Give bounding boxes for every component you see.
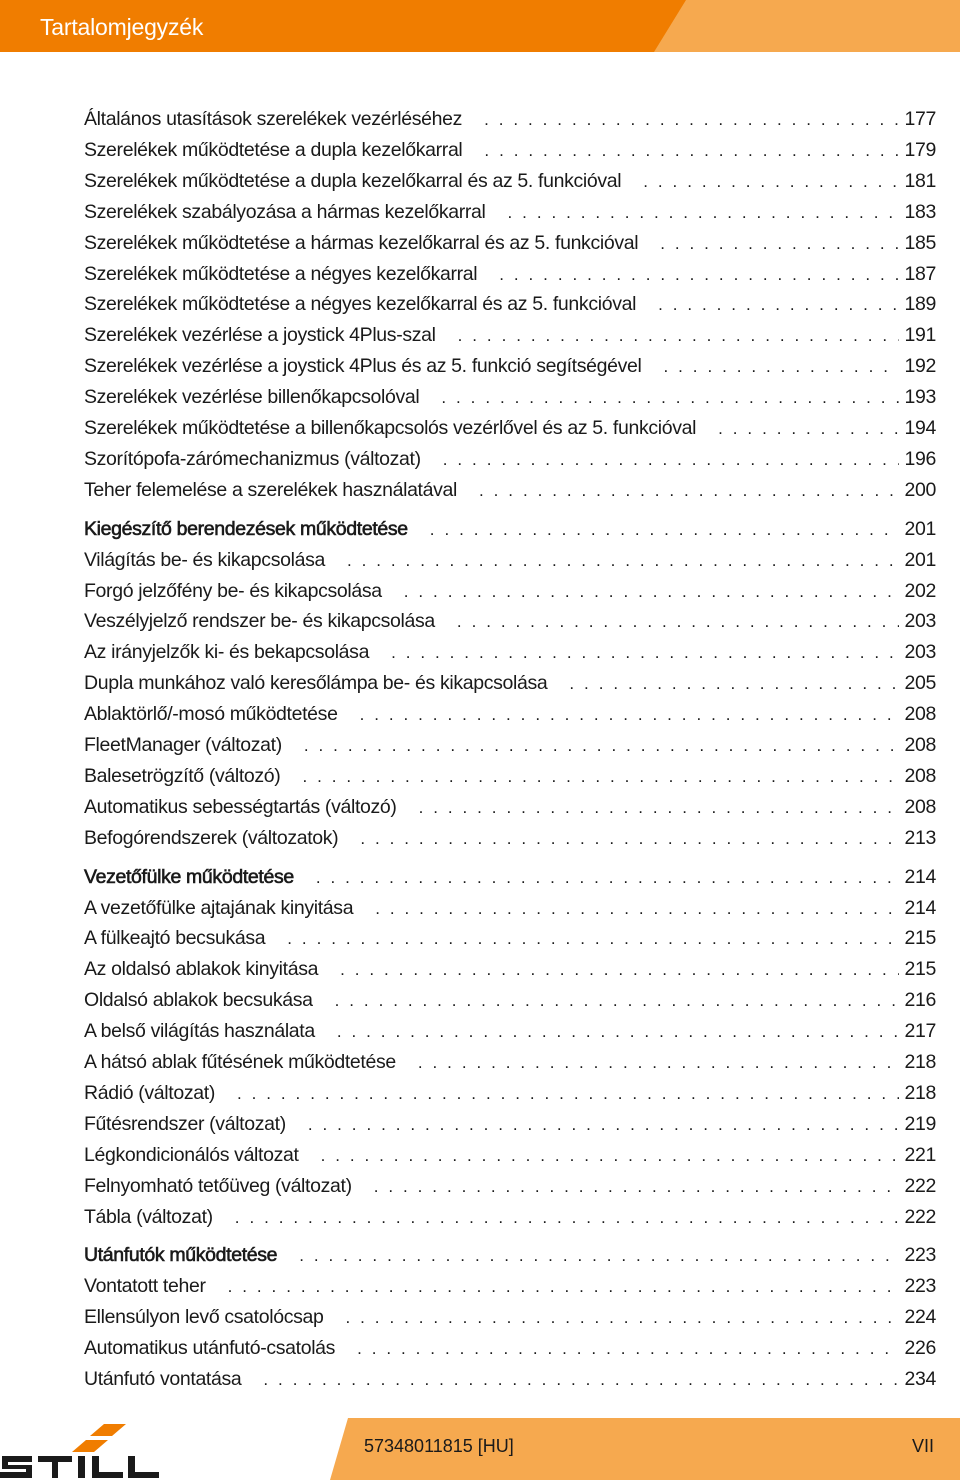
toc-dot-leader (340, 957, 898, 983)
toc-page-number: 208 (904, 764, 936, 787)
toc-entry[interactable] (84, 895, 936, 921)
toc-dot-leader (347, 548, 899, 574)
toc-page-number: 192 (904, 355, 936, 378)
toc-entry[interactable] (84, 1204, 936, 1230)
toc-entry[interactable] (84, 106, 936, 132)
toc-dot-leader (375, 896, 898, 922)
toc-entry[interactable] (84, 987, 936, 1013)
page-number: VII (911, 1436, 934, 1456)
toc-entry-title: Rádió (változat) (84, 1081, 215, 1104)
toc-entry-title: Szerelékek működtetése a dupla kezelőkarral és az 5. funkcióval (84, 169, 622, 192)
toc-entry-title: Oldalsó ablakok becsukása (84, 989, 313, 1012)
toc-dot-leader (304, 733, 899, 759)
toc-entry-title: A vezetőfülke ajtajának kinyitása (84, 896, 354, 919)
toc-entry-title: Utánfutók működtetése (84, 1244, 278, 1267)
toc-dot-leader (458, 323, 899, 349)
toc-dot-leader (346, 1305, 899, 1331)
toc-page-number: 221 (904, 1143, 936, 1166)
toc-entry[interactable] (84, 291, 936, 317)
toc-entry-title: Világítás be- és kikapcsolása (84, 548, 325, 571)
toc-entry-title: Szerelékek működtetése a hármas kezelőkarral és az 5. funkcióval (84, 231, 639, 254)
toc-entry-title: Automatikus utánfutó-csatolás (84, 1337, 336, 1360)
toc-entry[interactable] (84, 230, 936, 256)
toc-entry-title: Balesetrögzítő (változó) (84, 764, 281, 787)
toc-dot-leader (321, 1143, 899, 1169)
toc-entry-title: Szerelékek vezérlése billenőkapcsolóval (84, 386, 420, 409)
toc-dot-leader (287, 926, 898, 952)
toc-dot-leader (484, 138, 898, 164)
toc-entry[interactable] (84, 199, 936, 225)
toc-dot-leader (508, 200, 899, 226)
document-code: 57348011815 [HU] (364, 1436, 514, 1456)
toc-dot-leader (357, 1336, 898, 1362)
toc-dot-leader (302, 764, 898, 790)
toc-page-number: 219 (904, 1112, 936, 1135)
toc-entry-title: Szerelékek működtetése a billenőkapcsolós vezérlővel és az 5. funkcióval (84, 417, 697, 439)
toc-dot-leader (419, 795, 899, 821)
toc-page-number: 185 (904, 231, 936, 254)
toc-entry[interactable] (84, 415, 936, 441)
toc-page-number: 223 (904, 1275, 936, 1298)
toc-entry-title: Ablaktörlő/-mosó működtetése (84, 703, 338, 726)
toc-page-number: 218 (904, 1051, 936, 1073)
toc-page-number: 208 (904, 795, 936, 818)
toc-entry[interactable] (84, 578, 936, 604)
toc-entry[interactable] (84, 608, 936, 634)
toc-entry[interactable] (84, 639, 936, 665)
toc-entry[interactable] (84, 763, 936, 789)
toc-dot-leader (718, 416, 898, 442)
toc-entry[interactable] (84, 1080, 936, 1106)
toc-entry-title: A hátsó ablak fűtésének működtetése (84, 1051, 396, 1073)
toc-page-number: 189 (904, 293, 936, 316)
toc-entry[interactable] (84, 1018, 936, 1044)
toc-page-number: 201 (904, 517, 936, 540)
toc-dot-leader (404, 579, 899, 605)
toc-entry[interactable] (84, 1049, 936, 1075)
toc-entry-title: Szerelékek vezérlése a joystick 4Plus és az 5. funkció segítségével (84, 355, 642, 378)
toc-page-number: 208 (904, 734, 936, 756)
toc-entry[interactable] (84, 477, 936, 503)
toc-entry[interactable] (84, 1111, 936, 1137)
toc-entry-title: A fülkeajtó becsukása (84, 927, 266, 950)
toc-page-number: 203 (904, 641, 936, 664)
toc-page-number: 201 (904, 548, 936, 571)
toc-page-number: 202 (904, 579, 936, 602)
toc-entry[interactable] (84, 446, 936, 472)
toc-dot-leader (658, 292, 898, 318)
toc-dot-leader (237, 1081, 899, 1107)
toc-section-heading[interactable] (84, 864, 936, 890)
toc-dot-leader (484, 107, 898, 133)
toc-entry[interactable] (84, 1142, 936, 1168)
toc-entry-title: A belső világítás használata (84, 1020, 315, 1043)
toc-entry[interactable] (84, 956, 936, 982)
toc-dot-leader (335, 988, 899, 1014)
toc-dot-leader (235, 1205, 899, 1231)
toc-entry-title: Ellensúlyon levő csatolócsap (84, 1306, 324, 1329)
toc-entry[interactable] (84, 547, 936, 573)
still-logo (0, 1422, 180, 1480)
toc-entry[interactable] (84, 137, 936, 163)
toc-page-number: 223 (904, 1244, 936, 1267)
toc-dot-leader (499, 262, 898, 288)
toc-entry-title: Vezetőfülke működtetése (84, 865, 294, 888)
toc-entry-title: Veszélyjelző rendszer be- és kikapcsolása (84, 610, 435, 633)
toc-dot-leader (337, 1019, 899, 1045)
toc-dot-leader (569, 671, 898, 697)
toc-dot-leader (643, 169, 898, 195)
toc-section-heading[interactable] (84, 516, 936, 542)
toc-entry[interactable] (84, 701, 936, 727)
toc-page-number: 177 (904, 108, 936, 130)
toc-page-number: 179 (904, 138, 936, 161)
toc-page-number: 200 (904, 478, 936, 501)
toc-entry-title: FleetManager (változat) (84, 734, 282, 756)
toc-entry-title: Vontatott teher (84, 1275, 206, 1298)
toc-dot-leader (441, 385, 898, 411)
toc-page-number: 208 (904, 703, 936, 726)
toc-page-number: 216 (904, 989, 936, 1012)
toc-dot-leader (374, 1174, 899, 1200)
toc-page-number: 215 (904, 958, 936, 981)
toc-page-number: 218 (904, 1081, 936, 1104)
toc-entry-title: Légkondicionálós változat (84, 1143, 299, 1166)
toc-entry[interactable] (84, 794, 936, 820)
toc-page-number: 191 (904, 324, 936, 347)
toc-page-number: 196 (904, 447, 936, 470)
toc-page-number: 214 (904, 865, 936, 888)
toc-entry-title: Utánfutó vontatása (84, 1368, 242, 1390)
toc-dot-leader (308, 1112, 899, 1138)
toc-page-number: 194 (904, 417, 936, 439)
toc-entry-title: Forgó jelzőfény be- és kikapcsolása (84, 579, 382, 602)
toc-dot-leader (660, 231, 898, 257)
toc-entry[interactable] (84, 1273, 936, 1299)
toc-dot-leader (391, 640, 898, 666)
toc-entry[interactable] (84, 1173, 936, 1199)
toc-section-heading[interactable] (84, 1242, 936, 1268)
toc-entry[interactable] (84, 732, 936, 758)
toc-entry[interactable] (84, 1335, 936, 1361)
toc-page-number: 226 (904, 1337, 936, 1360)
toc-entry[interactable] (84, 670, 936, 696)
toc-dot-leader (664, 354, 899, 380)
toc-dot-leader (443, 447, 899, 473)
toc-entry-title: Szerelékek szabályozása a hármas kezelőkarral (84, 200, 486, 223)
toc-entry[interactable] (84, 1304, 936, 1330)
toc-entry-title: Fűtésrendszer (változat) (84, 1112, 286, 1135)
toc-page-number: 213 (904, 826, 936, 849)
toc-entry-title: Szerelékek működtetése a négyes kezelőkarral (84, 262, 478, 285)
toc-entry-title: Befogórendszerek (változatok) (84, 826, 339, 849)
toc-entry-title: Szerelékek működtetése a négyes kezelőkarral és az 5. funkcióval (84, 293, 637, 316)
toc-dot-leader (263, 1367, 898, 1393)
toc-page-number: 193 (904, 386, 936, 409)
toc-entry-title: Felnyomható tetőüveg (változat) (84, 1174, 352, 1197)
toc-entry-title: Kiegészítő berendezések működtetése (84, 517, 408, 540)
toc-entry-title: Tábla (változat) (84, 1205, 213, 1228)
toc-entry-title: Teher felemelése a szerelékek használatával (84, 478, 457, 501)
toc-entry-title: Szerelékek működtetése a dupla kezelőkarral (84, 138, 463, 161)
toc-page-number: 214 (904, 896, 936, 919)
toc-page-number: 224 (904, 1306, 936, 1329)
page-title: Tartalomjegyzék (40, 14, 204, 40)
toc-page-number: 234 (904, 1368, 936, 1390)
toc-entry[interactable] (84, 353, 936, 379)
toc-entry-title: Az irányjelzők ki- és bekapcsolása (84, 641, 370, 664)
toc-dot-leader (360, 826, 898, 852)
toc-page-number: 215 (904, 927, 936, 950)
toc-page-number: 183 (904, 200, 936, 223)
toc-dot-leader (430, 517, 899, 543)
page-footer (0, 1418, 960, 1480)
toc-page-number: 205 (904, 672, 936, 695)
toc-page-number: 187 (904, 262, 936, 285)
toc-entry-title: Automatikus sebességtartás (változó) (84, 795, 397, 818)
toc-entry-title: Dupla munkához való keresőlámpa be- és kikapcsolása (84, 672, 548, 695)
toc-dot-leader (316, 865, 899, 891)
toc-entry[interactable] (84, 925, 936, 951)
toc-dot-leader (457, 609, 899, 635)
toc-entry-title: Szerelékek vezérlése a joystick 4Plus-szal (84, 324, 436, 347)
toc-entry-title: Általános utasítások szerelékek vezérléséhez (84, 108, 463, 130)
toc-entry-title: Az oldalsó ablakok kinyitása (84, 958, 319, 981)
toc-dot-leader (479, 478, 899, 504)
page-header (0, 0, 960, 52)
toc-entry[interactable] (84, 1366, 936, 1392)
toc-dot-leader (299, 1243, 898, 1269)
toc-entry[interactable] (84, 322, 936, 348)
toc-entry[interactable] (84, 168, 936, 194)
toc-dot-leader (360, 702, 899, 728)
toc-page-number: 181 (904, 169, 936, 192)
toc-entry-title: Szorítópofa-zárómechanizmus (változat) (84, 447, 421, 470)
toc-entry[interactable] (84, 825, 936, 851)
toc-page-number: 203 (904, 610, 936, 633)
toc-entry[interactable] (84, 261, 936, 287)
toc-dot-leader (228, 1274, 899, 1300)
toc-page-number: 222 (904, 1174, 936, 1197)
toc-dot-leader (418, 1050, 899, 1076)
toc-page-number: 217 (904, 1020, 936, 1043)
toc-entry[interactable] (84, 384, 936, 410)
toc-page-number: 222 (904, 1205, 936, 1228)
